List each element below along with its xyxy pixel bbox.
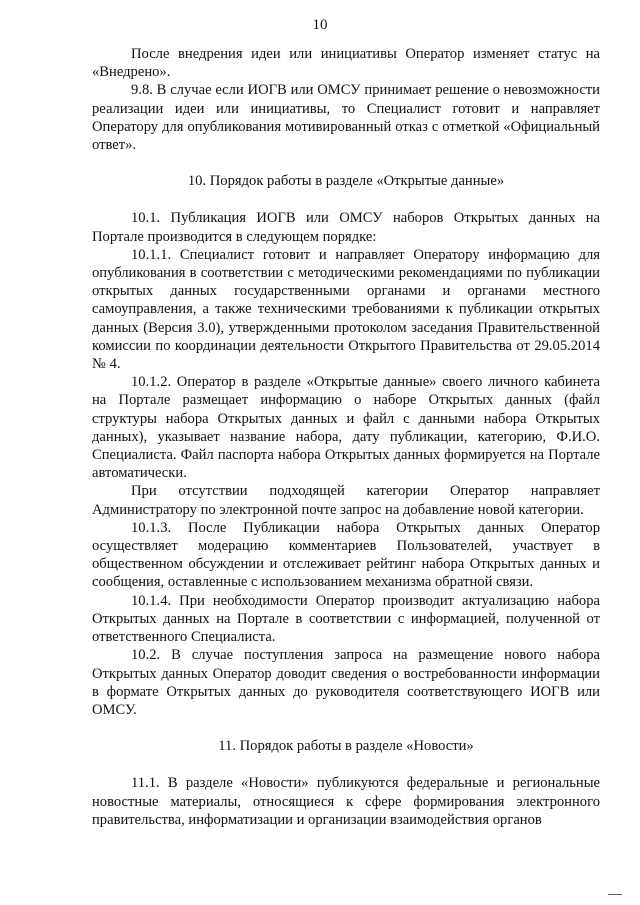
spacer: [92, 719, 600, 737]
paragraph-10-1-3: 10.1.3. После Публикации набора Открытых данных Оператор осуществляет модерацию комментариев Пользователей, участвует в общественном обсуждении и отслеживает рейтинг набора Открытых данных и сообщения, оставленные с использованием механизма обратной связи.: [92, 519, 600, 591]
document-body: [92, 45, 600, 829]
paragraph-missing-category: При отсутствии подходящей категории Оператор направляет Администратору по электронной почте запрос на добавление новой категории.: [92, 483, 600, 518]
paragraph-11-1: 11.1. В разделе «Новости» публикуются федеральные и региональные новостные материалы, относящиеся к сфере формирования электронного правительства, информатизации и организации взаимодействия органов: [92, 775, 600, 828]
paragraph-10-1-4: 10.1.4. При необходимости Оператор производит актуализацию набора Открытых данных на Портале в соответствии с информацией, полученной от ответственного Специалиста.: [92, 592, 600, 646]
spacer: [92, 190, 600, 209]
section-heading-10: 10. Порядок работы в разделе «Открытые данные»: [187, 173, 505, 190]
paragraph-10-2: 10.2. В случае поступления запроса на размещение нового набора Открытых данных Оператор доводит сведения о востребованности информации в формате Открытых данных до руководителя соответствующего ИОГВ или ОМСУ.: [92, 647, 600, 718]
paragraph-10-1-1: 10.1.1. Специалист готовит и направляет Оператору информацию для опубликования в соответствии с методическими рекомендациями по публикации открытых данных государственными органами и органами местного самоуправления, а также техническими требованиями к публикации открытых данных (Версия 3.0), утвержденными протоколом заседания Правительственной комиссии по координации деятельности Открытого Правительства от 29.05.2014 № 4.: [92, 246, 600, 373]
paragraph-9-8: 9.8. В случае если ИОГВ или ОМСУ принимает решение о невозможности реализации идеи или инициативы, то Специалист готовит и направляет Оператору для опубликования мотивированный отказ с отметкой «Официальный ответ».: [92, 82, 600, 154]
section-heading-11: 11. Порядок работы в разделе «Новости»: [218, 738, 474, 755]
scan-corner-mark: [608, 894, 622, 895]
spacer: [92, 755, 600, 774]
page-number: 10: [312, 17, 328, 33]
paragraph-10-1: 10.1. Публикация ИОГВ или ОМСУ наборов Открытых данных на Портале производится в следующем порядке:: [92, 210, 600, 245]
paragraph-status-implemented: После внедрения идеи или инициативы Оператор изменяет статус на «Внедрено».: [92, 46, 600, 81]
spacer: [92, 154, 600, 172]
paragraph-10-1-2: 10.1.2. Оператор в разделе «Открытые данные» своего личного кабинета на Портале размещает информацию о наборе Открытых данных (файл структуры набора Открытых данных и файл с данными набора Открытых данных), указывает название набора, дату публикации, категорию, Ф.И.О. Специалиста. Файл паспорта набора Открытых данных формируется на Портале автоматически.: [92, 374, 600, 482]
